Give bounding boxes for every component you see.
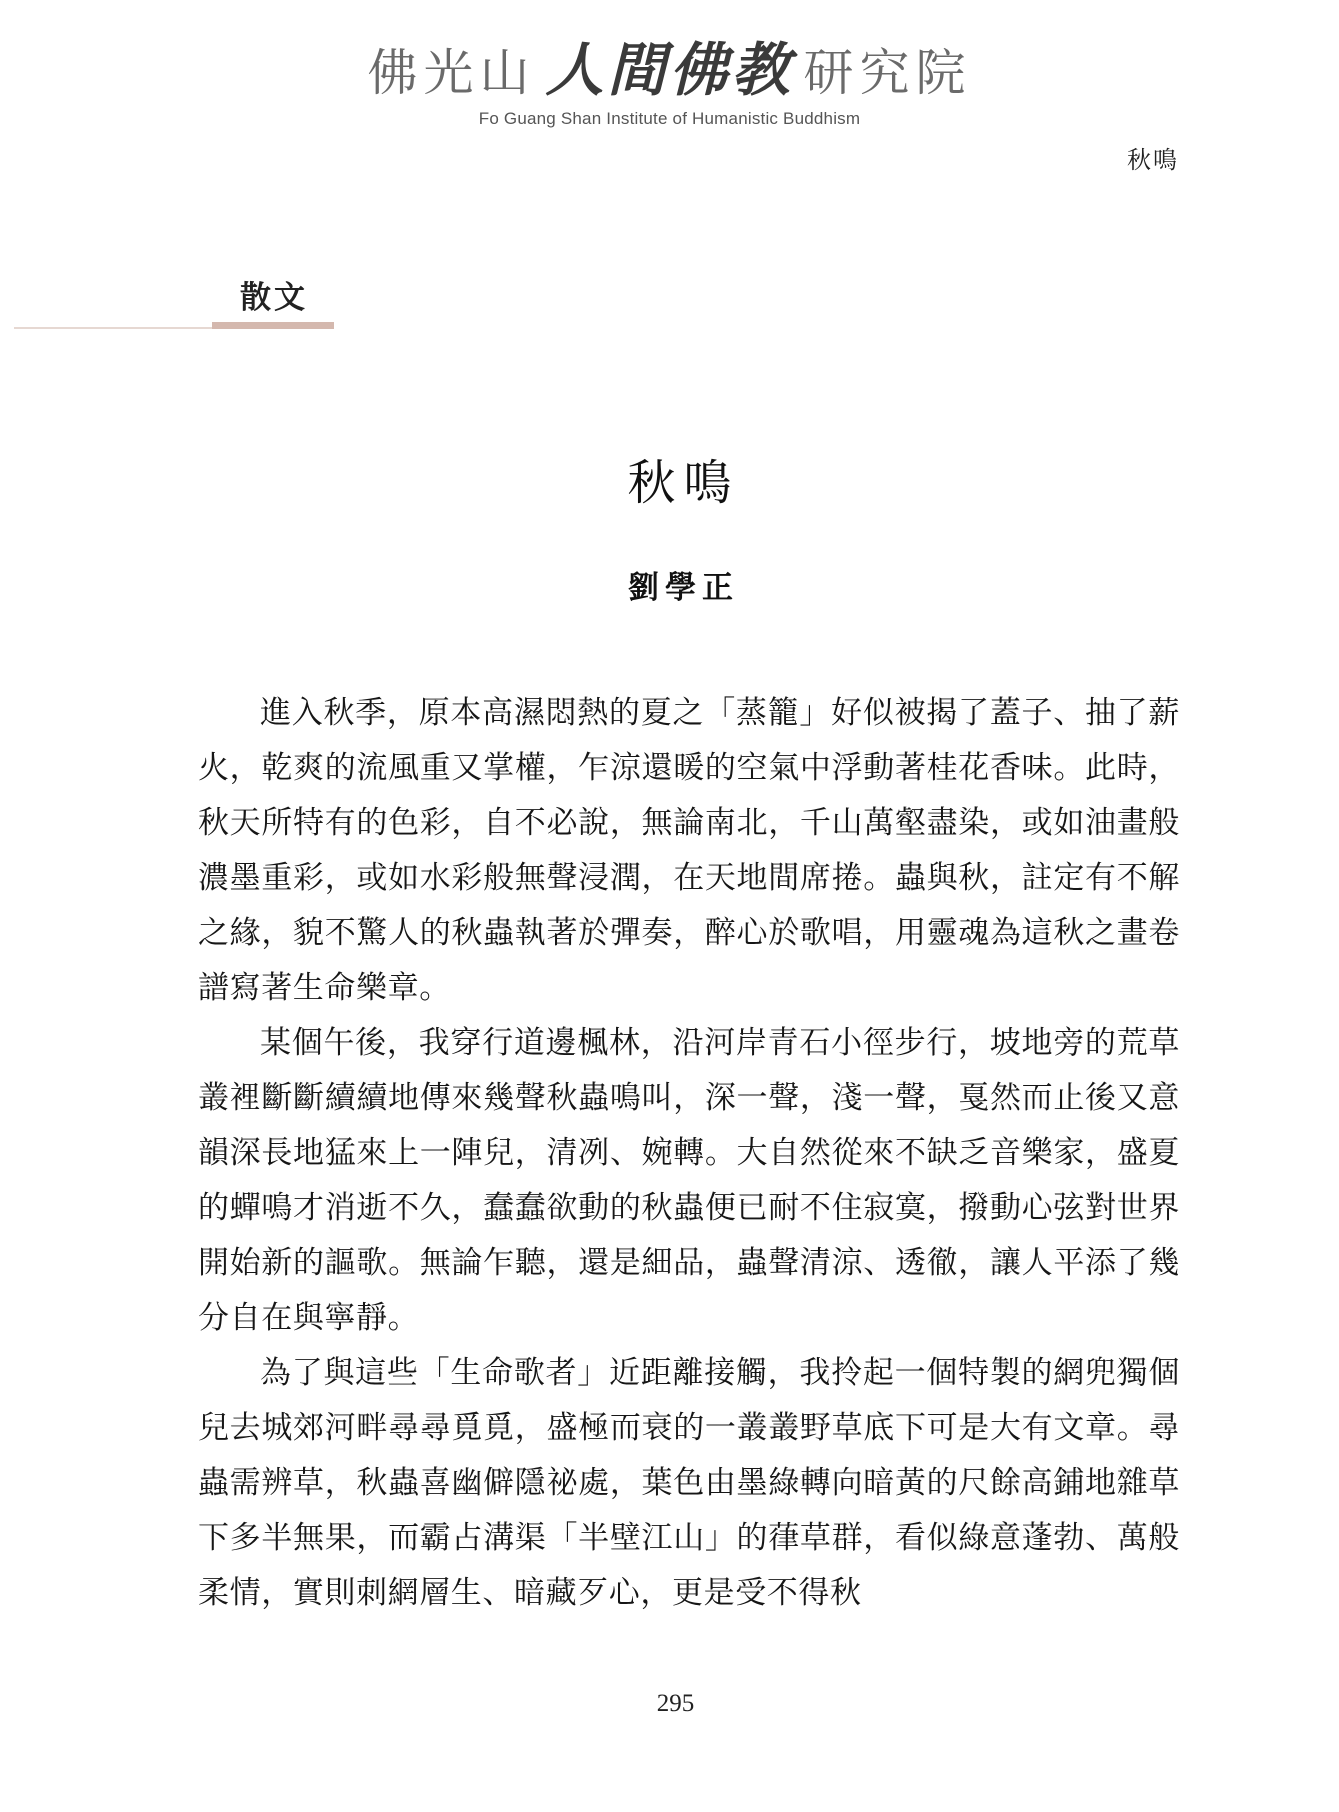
paragraph: 某個午後，我穿行道邊楓林，沿河岸青石小徑步行，坡地旁的荒草叢裡斷斷續續地傳來幾聲秋蟲鳴叫，深一聲，淺一聲，戛然而止後又意韻深長地猛來上一陣兒，清冽、婉轉。大自然從來不缺乏音樂家，盛夏的蟬鳴才消逝不久，蠢蠢欲動的秋蟲便已耐不住寂寞，撥動心弦對世界開始新的謳歌。無論乍聽，還是細品，蟲聲清涼、透徹，讓人平添了幾分自在與寧靜。 — [198, 1025, 1180, 1336]
section-divider-accent — [212, 322, 334, 329]
logo-text-left: 佛光山 — [367, 44, 536, 102]
article-author: 劉學正 — [628, 570, 739, 606]
logo-text-brand: 人間佛教 — [545, 36, 794, 104]
institute-logo — [0, 38, 1339, 105]
paragraph: 進入秋季，原本高濕悶熱的夏之「蒸籠」好似被揭了蓋子、抽了薪火，乾爽的流風重又掌權，乍涼還暖的空氣中浮動著桂花香味。此時，秋天所特有的色彩，自不必說，無論南北，千山萬壑盡染，或如油畫般濃墨重彩，或如水彩般無聲浸潤，在天地間席捲。蟲與秋，註定有不解之緣，貌不驚人的秋蟲執著於彈奏，醉心於歌唱，用靈魂為這秋之畫卷譜寫著生命樂章。 — [198, 695, 1180, 1006]
paragraph: 為了與這些「生命歌者」近距離接觸，我拎起一個特製的網兜獨個兒去城郊河畔尋尋覓覓，盛極而衰的一叢叢野草底下可是大有文章。尋蟲需辨草，秋蟲喜幽僻隱祕處，葉色由墨綠轉向暗黃的尺餘高鋪地雜草下多半無果，而霸占溝渠「半壁江山」的葎草群，看似綠意蓬勃、萬般柔情，實則刺網層生、暗藏歹心，更是受不得秋 — [198, 1355, 1180, 1611]
section-label: 散文 — [240, 280, 308, 316]
masthead — [0, 38, 1339, 129]
page-number: 295 — [656, 1690, 695, 1717]
institute-english-name: Fo Guang Shan Institute of Humanistic Buddhism — [478, 109, 861, 128]
logo-text-right: 研究院 — [803, 44, 972, 102]
article-body — [198, 686, 1180, 1621]
article-title: 秋鳴 — [627, 455, 740, 511]
running-header: 秋鳴 — [1127, 146, 1179, 174]
